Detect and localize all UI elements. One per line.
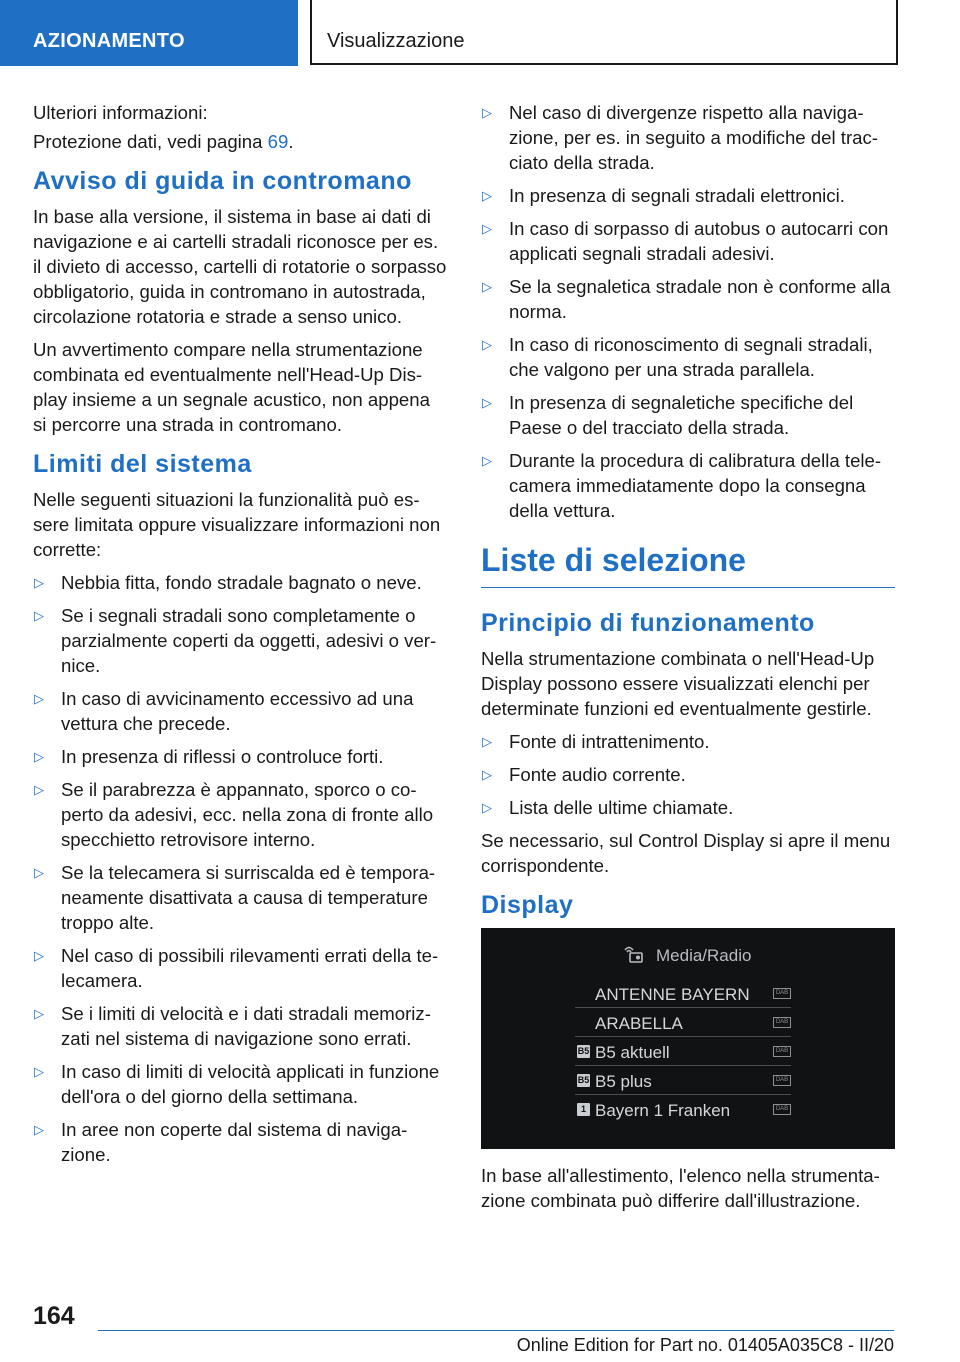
triangle-bullet-icon: ▷	[34, 1006, 44, 1021]
row-separator	[575, 1094, 791, 1095]
dab-badge-icon: DAB	[773, 1104, 791, 1115]
section-title: AZIONAMENTO	[33, 30, 185, 52]
principle-paragraph: Nella strumentazione combinata o nell'Head-Up Display possono essere visualizzati elenchi per determinate funzioni ed eventualmente gestirle.	[481, 648, 875, 719]
triangle-bullet-icon: ▷	[34, 749, 44, 764]
page-link[interactable]: 69	[267, 131, 289, 152]
triangle-bullet-icon: ▷	[34, 575, 44, 590]
triangle-bullet-icon: ▷	[482, 105, 492, 120]
list-item: ▷ In caso di sorpasso di autobus o autocarri con applicati segnali stradali adesivi.	[482, 218, 889, 264]
list-item: ▷ In caso di riconoscimento di segnali stradali, che valgono per una strada parallela.	[482, 334, 873, 380]
list-item: ▷ Fonte audio corrente.	[482, 764, 686, 785]
media-radio-icon	[622, 944, 646, 964]
list-item: ▷ Se i segnali stradali sono completamente o parzialmente coperti da oggetti, adesivi o vernice.	[34, 605, 437, 676]
heading-system-limits: Limiti del sistema	[33, 450, 252, 478]
footer-divider	[98, 1330, 894, 1331]
list-item: ▷ In aree non coperte dal sistema di navigazione.	[34, 1119, 408, 1165]
limits-list	[33, 570, 447, 1167]
right-column	[481, 100, 895, 1221]
principle-note: Se necessario, sul Control Display si apre il menu corrispondente.	[481, 830, 891, 876]
triangle-bullet-icon: ▷	[34, 1064, 44, 1079]
list-item: ▷ In presenza di segnali stradali elettronici.	[482, 185, 845, 206]
chapter-tab	[310, 0, 898, 65]
triangle-bullet-icon: ▷	[482, 279, 492, 294]
triangle-bullet-icon: ▷	[482, 337, 492, 352]
footer-edition: Online Edition for Part no. 01405A035C8 - II/20	[516, 1335, 894, 1355]
wrong-way-paragraph-1: In base alla versione, il sistema in base ai dati di navigazione e ai cartelli stradali riconosce per es. il divieto di accesso, cartelli di rotatorie o sorpasso obbligatorio, guida in contromano in autostrada, circolazione rotatoria e strade a senso unico.	[33, 206, 447, 327]
list-item: ▷ Nel caso di divergenze rispetto alla navigazione, per es. in seguito a modifiche del tracciato della strada.	[482, 102, 878, 173]
triangle-bullet-icon: ▷	[482, 800, 492, 815]
display-caption: In base all'allestimento, l'elenco nella strumentazione combinata può differire dall'illustrazione.	[481, 1165, 880, 1211]
triangle-bullet-icon: ▷	[34, 1122, 44, 1137]
list-item: ▷ Se la telecamera si surriscalda ed è temporaneamente disattivata a causa di temperature troppo alte.	[34, 862, 436, 933]
limits-intro: Nelle seguenti situazioni la funzionalità può essere limitata oppure visualizzare informazioni non corrette:	[33, 489, 441, 560]
principle-list	[481, 729, 895, 820]
triangle-bullet-icon: ▷	[34, 865, 44, 880]
triangle-bullet-icon: ▷	[482, 767, 492, 782]
heading-wrong-way: Avviso di guida in contromano	[33, 167, 412, 195]
row-separator	[575, 1007, 791, 1008]
screen-title: Media/Radio	[656, 946, 752, 965]
station-row: 1 Bayern 1 Franken	[575, 1099, 791, 1124]
list-item: ▷ Se il parabrezza è appannato, sporco o coperto da adesivi, ecc. nella zona di fronte allo specchietto retrovisore interno.	[34, 779, 434, 850]
list-item: ▷ In caso di limiti di velocità applicati in funzione dell'ora o del giorno della settimana.	[34, 1061, 440, 1107]
station-row: ANTENNE BAYERN	[575, 983, 791, 1008]
triangle-bullet-icon: ▷	[34, 782, 44, 797]
limits-list-continued	[481, 100, 895, 523]
list-item: ▷ In presenza di segnaletiche specifiche del Paese o del tracciato della strada.	[482, 392, 854, 438]
heading-principle: Principio di funzionamento	[481, 609, 815, 637]
triangle-bullet-icon: ▷	[482, 221, 492, 236]
heading-selection-lists: Liste di selezione	[481, 539, 895, 588]
left-column	[33, 100, 447, 1175]
dab-badge-icon: DAB	[773, 988, 791, 999]
list-item: ▷ Fonte di intrattenimento.	[482, 731, 710, 752]
dab-badge-icon: DAB	[773, 1075, 791, 1086]
triangle-bullet-icon: ▷	[34, 608, 44, 623]
data-protection-ref	[33, 129, 447, 154]
chapter-title: Visualizzazione	[327, 30, 465, 52]
triangle-bullet-icon: ▷	[482, 395, 492, 410]
list-item: ▷ Se la segnaletica stradale non è conforme alla norma.	[482, 276, 891, 322]
further-info-label: Ulteriori informazioni:	[33, 102, 208, 123]
list-item: ▷ In caso di avvicinamento eccessivo ad una vettura che precede.	[34, 688, 414, 734]
list-item: ▷ Nel caso di possibili rilevamenti errati della telecamera.	[34, 945, 439, 991]
triangle-bullet-icon: ▷	[482, 188, 492, 203]
station-row: B5 B5 plus	[575, 1070, 791, 1095]
data-protection-end: .	[288, 131, 294, 152]
wrong-way-paragraph-2: Un avvertimento compare nella strumentazione combinata ed eventualmente nell'Head-Up Display insieme a un segnale acustico, non appena si percorre una strada in contromano.	[33, 339, 430, 435]
row-separator	[575, 1036, 791, 1037]
list-item: ▷ In presenza di riflessi o controluce forti.	[34, 746, 384, 767]
triangle-bullet-icon: ▷	[34, 691, 44, 706]
dab-badge-icon: DAB	[773, 1017, 791, 1028]
list-item: ▷ Durante la procedura di calibratura della telecamera immediatamente dopo la consegna della vettura.	[482, 450, 882, 521]
row-separator	[575, 1065, 791, 1066]
list-item: ▷ Se i limiti di velocità e i dati stradali memorizzati nel sistema di navigazione sono errati.	[34, 1003, 431, 1049]
station-row: ARABELLA	[575, 1012, 791, 1037]
station-row: B5 B5 aktuell	[575, 1041, 791, 1066]
heading-display: Display	[481, 891, 574, 919]
triangle-bullet-icon: ▷	[482, 453, 492, 468]
station-logo-icon: B5	[577, 1046, 590, 1056]
display-screenshot	[481, 928, 895, 1149]
list-item: ▷ Nebbia fitta, fondo stradale bagnato o neve.	[34, 572, 422, 593]
section-tab	[0, 0, 298, 66]
list-item: ▷ Lista delle ultime chiamate.	[482, 797, 734, 818]
dab-badge-icon: DAB	[773, 1046, 791, 1057]
section-selection-lists	[481, 539, 895, 588]
station-logo-icon: B5	[577, 1075, 590, 1085]
station-logo-icon: 1	[577, 1103, 590, 1116]
page-number: 164	[33, 1302, 75, 1330]
data-protection-text: Protezione dati, vedi pagina	[33, 131, 268, 152]
triangle-bullet-icon: ▷	[482, 734, 492, 749]
triangle-bullet-icon: ▷	[34, 948, 44, 963]
